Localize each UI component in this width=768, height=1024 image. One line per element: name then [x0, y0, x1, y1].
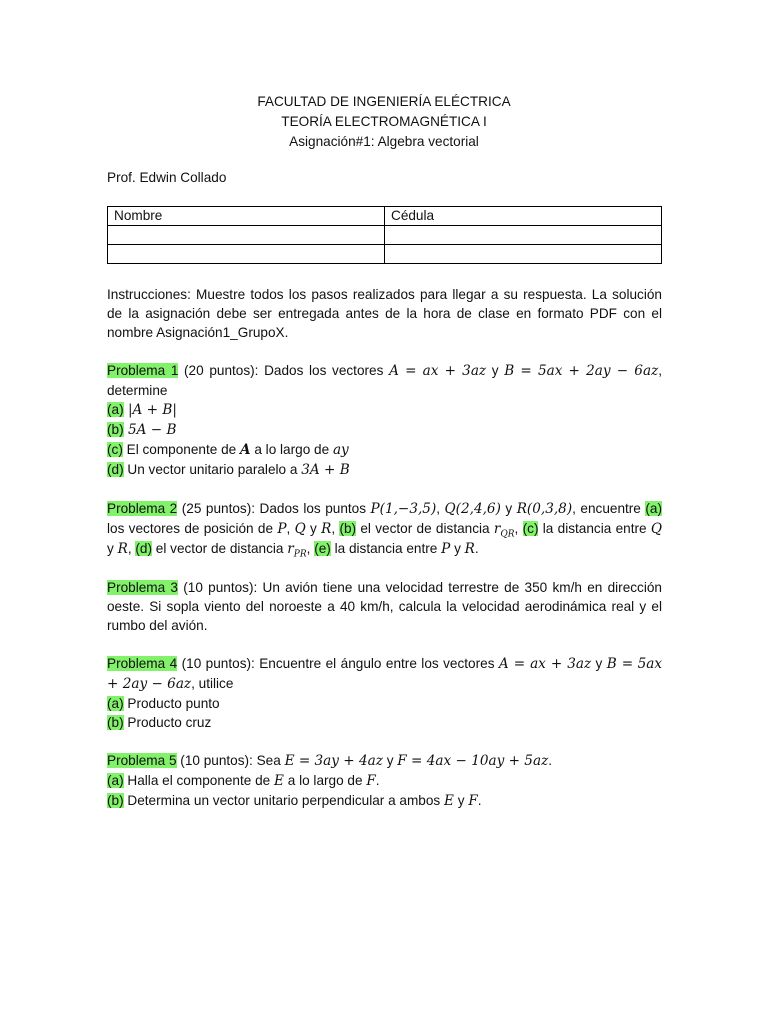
determine-text: determine [107, 383, 168, 398]
part-a-tag: (a) [645, 501, 662, 516]
problem-1-statement [107, 361, 662, 400]
part-c-axis: ay [332, 442, 349, 458]
problem-4-text: (10 puntos): Encuentre el ángulo entre los vectores [177, 656, 499, 671]
problem-2 [107, 499, 662, 559]
punctuation: . [477, 793, 482, 808]
part-b-math: 5A − B [123, 422, 177, 438]
column-header-id: Cédula [385, 207, 662, 226]
conjunction: y [450, 541, 465, 556]
part-c-text: El componente de [122, 442, 240, 457]
punctuation: , [658, 363, 663, 378]
part-e-tag: (e) [314, 541, 331, 556]
problem-2-text: , encuentre [572, 501, 646, 516]
vector-r-qr [493, 521, 515, 540]
math-symbol: P [441, 541, 451, 557]
problem-3-text: (10 puntos): Un avión tiene una velocidad terrestre de 350 km/h en dirección oeste. Si sopla viento del noroeste a 40 km/h, calcula la velocidad aerodinámica real y el rumbo del avión. [107, 580, 662, 633]
part-d-math: 3A + B [301, 462, 350, 478]
name-cell[interactable] [108, 226, 385, 245]
part-d-tag: (d) [107, 462, 124, 477]
document-header [0, 92, 768, 152]
problem-2-label: Problema 2 [107, 501, 178, 516]
problem-3 [107, 578, 662, 635]
part-c-text: a lo largo de [250, 442, 333, 457]
punctuation: . [548, 753, 553, 768]
part-b-tag: (b) [107, 715, 124, 730]
part-b-tag: (b) [107, 422, 124, 437]
problem-4-part-a [107, 694, 662, 713]
course-title: TEORÍA ELECTROMAGNÉTICA I [281, 114, 487, 129]
math-symbol: E [274, 773, 284, 789]
part-c-vector: A [240, 442, 251, 458]
part-a-tag: (a) [107, 696, 124, 711]
punctuation: , [306, 541, 315, 556]
conjunction: y [382, 753, 398, 768]
table-row [108, 245, 662, 264]
faculty-title: FACULTAD DE INGENIERÍA ELÉCTRICA [257, 94, 511, 109]
problem-4-part-b [107, 713, 662, 732]
problem-5 [107, 751, 662, 811]
problem-1-part-d [107, 460, 662, 480]
problem-5-part-a [107, 771, 662, 791]
vector-f-definition: F = 4ax − 10ay + 5az [397, 753, 549, 769]
problem-1-part-b [107, 420, 662, 440]
problem-2-text: la distancia entre [538, 521, 651, 536]
punctuation: . [474, 541, 479, 556]
subscript: QR [500, 529, 515, 540]
conjunction: y [500, 501, 517, 516]
professor-name: Prof. Edwin Collado [107, 170, 227, 185]
math-symbol: F [366, 773, 376, 789]
vector-e-definition: E = 3ay + 4az [284, 753, 383, 769]
vector-a-definition: A = ax + 3az [389, 363, 487, 379]
problem-4-text: , utilice [191, 676, 234, 691]
part-b-tag: (b) [339, 521, 357, 536]
part-c-tag: (c) [107, 442, 123, 457]
instructions: Instrucciones: Muestre todos los pasos realizados para llegar a su respuesta. La solución de la asignación debe ser entregada antes de la hora de clase en formato PDF con el nombre Asignación1_GrupoX. [107, 287, 662, 340]
conjunction: y [486, 363, 505, 378]
part-d-text: Un vector unitario paralelo a [123, 462, 302, 477]
problem-2-text: (25 puntos): Dados los puntos [177, 501, 371, 516]
problem-5-statement [107, 751, 662, 771]
problem-1-label: Problema 1 [107, 363, 179, 378]
problem-1 [107, 361, 662, 480]
point-r: R(0,3,8) [516, 501, 573, 517]
math-symbol: R [117, 541, 128, 557]
vector-r-pr [287, 541, 307, 560]
math-symbol: Q [294, 521, 306, 537]
punctuation: . [375, 773, 380, 788]
problem-5-label: Problema 5 [107, 753, 177, 768]
math-symbol: F [468, 793, 478, 809]
part-a-text: Halla el componente de [123, 773, 275, 788]
problem-5-part-b [107, 791, 662, 811]
part-a-text: Producto punto [123, 696, 220, 711]
point-q: Q(2,4,6) [444, 501, 501, 517]
conjunction: y [591, 656, 607, 671]
math-symbol: R [321, 521, 332, 537]
problem-3-label: Problema 3 [107, 580, 178, 595]
part-a-tag: (a) [107, 773, 124, 788]
punctuation: , [286, 521, 295, 536]
part-a-math: |A + B| [123, 402, 177, 418]
punctuation: , [331, 521, 340, 536]
table-header-row [108, 207, 662, 226]
part-b-text: Determina un vector unitario perpendicular a ambos [123, 793, 445, 808]
problem-2-text: el vector de distancia [356, 521, 494, 536]
math-symbol: E [444, 793, 454, 809]
part-a-tag: (a) [107, 402, 124, 417]
math-symbol: P [277, 521, 287, 537]
problem-5-text: (10 puntos): Sea [176, 753, 285, 768]
id-cell[interactable] [385, 226, 662, 245]
problem-4-label: Problema 4 [107, 656, 178, 671]
punctuation: , [514, 521, 523, 536]
math-symbol: Q [650, 521, 663, 537]
math-symbol: R [464, 541, 475, 557]
problem-1-part-c [107, 440, 662, 460]
part-d-tag: (d) [135, 541, 153, 556]
conjunction: y [453, 793, 469, 808]
problem-4 [107, 654, 662, 732]
problem-4-statement [107, 654, 662, 694]
problem-2-text: el vector de distancia [152, 541, 288, 556]
math-symbol: r [493, 521, 501, 537]
vector-b-definition: B = [606, 656, 634, 672]
vector-a-definition: A = ax + 3az [498, 656, 592, 672]
vector-b-definition: B = 5ax + 2ay − 6az [504, 363, 659, 379]
part-a-text: a lo largo de [283, 773, 367, 788]
subscript: PR [293, 549, 307, 560]
part-b-text: Producto cruz [123, 715, 212, 730]
problem-2-text: la distancia entre [330, 541, 442, 556]
problem-2-text: los vectores de posición de [107, 521, 278, 536]
conjunction: y [107, 541, 114, 556]
assignment-title: Asignación#1: Algebra vectorial [289, 134, 479, 149]
problem-1-points: (20 puntos): Dados los vectores [178, 363, 390, 378]
column-header-name: Nombre [108, 207, 385, 226]
part-c-tag: (c) [522, 521, 539, 536]
conjunction: y [305, 521, 322, 536]
part-b-tag: (b) [107, 793, 124, 808]
vector-b-definition: 5ax + 2ay − 6az [107, 656, 662, 692]
assignment-body [107, 285, 662, 830]
id-cell[interactable] [385, 245, 662, 264]
point-p: P(1,−3,5) [370, 501, 437, 517]
student-table [107, 206, 662, 264]
punctuation: , [436, 501, 445, 516]
punctuation: , [127, 541, 136, 556]
name-cell[interactable] [108, 245, 385, 264]
math-symbol: r [287, 541, 294, 557]
table-row [108, 226, 662, 245]
problem-1-part-a [107, 400, 662, 420]
